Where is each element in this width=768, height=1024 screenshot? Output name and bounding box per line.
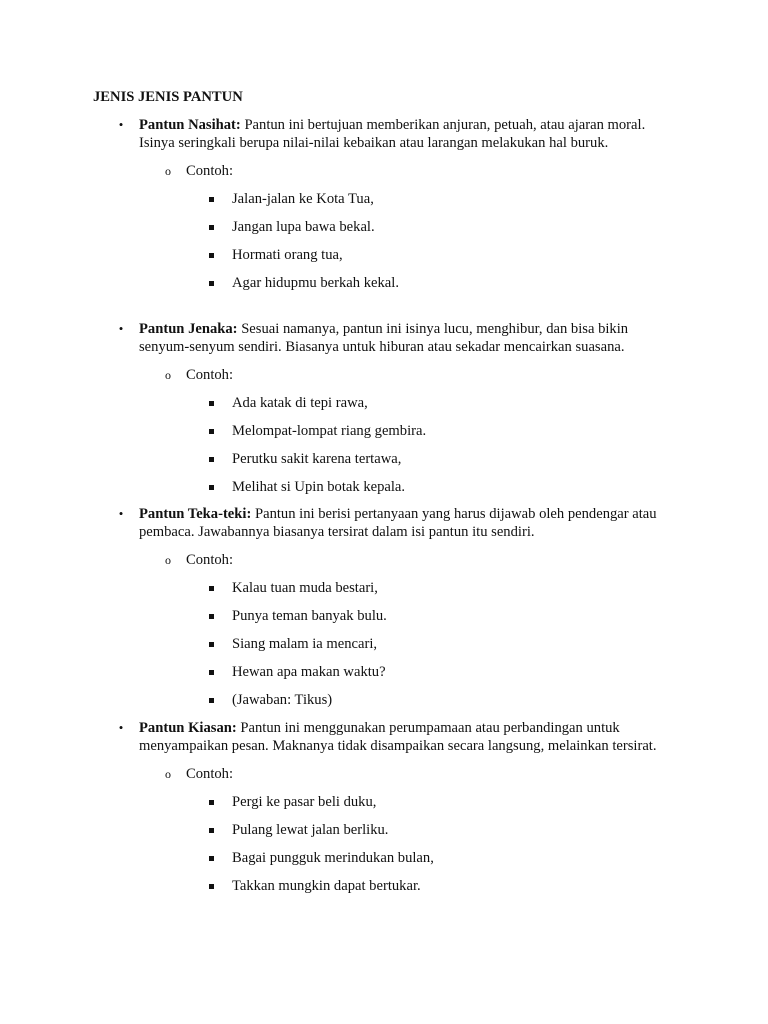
pantun-line-text: Kalau tuan muda bestari, xyxy=(232,580,378,596)
section-pantun-teka-teki xyxy=(0,505,768,719)
square-bullet-icon xyxy=(209,698,214,703)
pantun-line xyxy=(232,691,768,709)
pantun-line xyxy=(232,821,768,839)
contoh-item xyxy=(165,765,768,783)
pantun-lines xyxy=(232,793,768,895)
pantun-line xyxy=(232,877,768,895)
pantun-line-text: Pergi ke pasar beli duku, xyxy=(232,794,377,810)
pantun-line xyxy=(232,635,768,653)
square-bullet-icon xyxy=(209,884,214,889)
square-bullet-icon xyxy=(209,670,214,675)
square-bullet-icon xyxy=(209,197,214,202)
disc-bullet-icon: • xyxy=(118,321,124,336)
pantun-line xyxy=(232,663,768,681)
pantun-line xyxy=(232,607,768,625)
contoh-label: Contoh: xyxy=(186,766,234,782)
section-head xyxy=(118,719,669,755)
square-bullet-icon xyxy=(209,281,214,286)
square-bullet-icon xyxy=(209,586,214,591)
contoh-label: Contoh: xyxy=(186,552,234,568)
pantun-lines xyxy=(232,394,768,496)
pantun-line-text: (Jawaban: Tikus) xyxy=(232,692,333,708)
section-head xyxy=(118,320,669,356)
pantun-line xyxy=(232,274,768,292)
document-title: JENIS JENIS PANTUN xyxy=(93,89,243,105)
circle-bullet-icon: o xyxy=(165,164,171,178)
pantun-line xyxy=(232,450,768,468)
pantun-line-text: Agar hidupmu berkah kekal. xyxy=(232,275,399,291)
section-term: Pantun Nasihat: xyxy=(139,117,241,133)
section-description: Pantun ini bertujuan memberikan anjuran, petuah, atau ajaran moral. Isinya seringkali berupa nilai-nilai kebaikan atau larangan melakukan hal buruk. xyxy=(139,117,646,151)
pantun-line xyxy=(232,218,768,236)
contoh-item xyxy=(165,551,768,569)
pantun-line xyxy=(232,478,768,496)
contoh-item xyxy=(165,366,768,384)
section-pantun-jenaka xyxy=(0,320,768,506)
section-head xyxy=(118,505,669,541)
pantun-lines xyxy=(232,579,768,709)
pantun-line xyxy=(232,849,768,867)
pantun-line-text: Hewan apa makan waktu? xyxy=(232,664,386,680)
pantun-line-text: Jangan lupa bawa bekal. xyxy=(232,219,375,235)
pantun-line xyxy=(232,793,768,811)
pantun-line-text: Siang malam ia mencari, xyxy=(232,636,378,652)
square-bullet-icon xyxy=(209,614,214,619)
section-pantun-nasihat xyxy=(0,116,768,302)
pantun-line-text: Perutku sakit karena tertawa, xyxy=(232,451,402,467)
section-term: Pantun Jenaka: xyxy=(139,321,238,337)
square-bullet-icon xyxy=(209,856,214,861)
section-description: Pantun ini menggunakan perumpamaan atau perbandingan untuk menyampaikan pesan. Maknanya tidak disampaikan secara langsung, melainkan tersirat. xyxy=(139,720,657,754)
section-description: Pantun ini berisi pertanyaan yang harus dijawab oleh pendengar atau pembaca. Jawabannya biasanya tersirat dalam isi pantun itu sendiri. xyxy=(139,506,657,540)
pantun-line-text: Bagai pungguk merindukan bulan, xyxy=(232,850,434,866)
pantun-line-text: Pulang lewat jalan berliku. xyxy=(232,822,389,838)
pantun-line xyxy=(232,394,768,412)
contoh-label: Contoh: xyxy=(186,163,234,179)
pantun-lines xyxy=(232,190,768,292)
disc-bullet-icon: • xyxy=(118,720,124,735)
contoh-label: Contoh: xyxy=(186,367,234,383)
pantun-line xyxy=(232,579,768,597)
pantun-line-text: Takkan mungkin dapat bertukar. xyxy=(232,878,421,894)
pantun-line-text: Melompat-lompat riang gembira. xyxy=(232,423,427,439)
pantun-line xyxy=(232,190,768,208)
disc-bullet-icon: • xyxy=(118,506,124,521)
pantun-line-text: Punya teman banyak bulu. xyxy=(232,608,387,624)
contoh-item xyxy=(165,162,768,180)
section-term: Pantun Kiasan: xyxy=(139,720,237,736)
circle-bullet-icon: o xyxy=(165,368,171,382)
square-bullet-icon xyxy=(209,401,214,406)
circle-bullet-icon: o xyxy=(165,553,171,567)
pantun-line-text: Ada katak di tepi rawa, xyxy=(232,395,368,411)
square-bullet-icon xyxy=(209,457,214,462)
square-bullet-icon xyxy=(209,485,214,490)
pantun-line xyxy=(232,246,768,264)
square-bullet-icon xyxy=(209,800,214,805)
section-head xyxy=(118,116,669,152)
square-bullet-icon xyxy=(209,253,214,258)
pantun-line xyxy=(232,422,768,440)
section-term: Pantun Teka-teki: xyxy=(139,506,252,522)
section-pantun-kiasan xyxy=(0,719,768,905)
pantun-line-text: Hormati orang tua, xyxy=(232,247,343,263)
circle-bullet-icon: o xyxy=(165,767,171,781)
pantun-line-text: Jalan-jalan ke Kota Tua, xyxy=(232,191,374,207)
section-description: Sesuai namanya, pantun ini isinya lucu, menghibur, dan bisa bikin senyum-senyum sendiri. Biasanya untuk hiburan atau sekadar mencairkan suasana. xyxy=(139,321,629,355)
square-bullet-icon xyxy=(209,828,214,833)
square-bullet-icon xyxy=(209,429,214,434)
square-bullet-icon xyxy=(209,642,214,647)
pantun-line-text: Melihat si Upin botak kepala. xyxy=(232,479,406,495)
disc-bullet-icon: • xyxy=(118,117,124,132)
square-bullet-icon xyxy=(209,225,214,230)
